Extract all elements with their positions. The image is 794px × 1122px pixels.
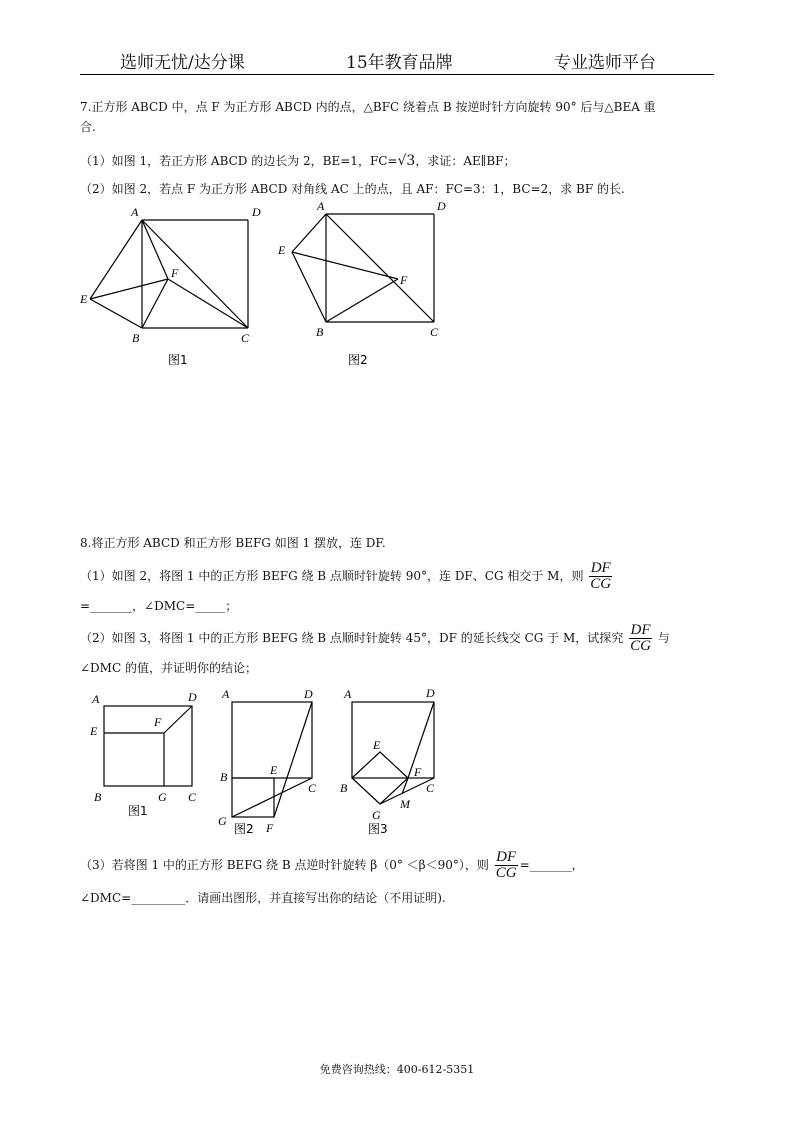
q7-part1-text-a: （1）如图 1，若正方形 ABCD 的边长为 2，BE=1，FC= bbox=[80, 154, 398, 168]
label-C: C bbox=[241, 331, 250, 345]
segment-EB bbox=[90, 299, 142, 328]
q8-figure-1 bbox=[82, 686, 212, 826]
label-C: C bbox=[430, 325, 439, 339]
q7-part1 bbox=[80, 152, 515, 170]
segment-FD bbox=[164, 706, 192, 733]
label-F: F bbox=[266, 821, 274, 835]
label-B: B bbox=[340, 781, 348, 795]
header-right: 专业选师平台 bbox=[554, 53, 656, 73]
q7-figure-2 bbox=[272, 196, 472, 374]
label-E: E bbox=[90, 724, 98, 738]
label-E: E bbox=[278, 243, 286, 257]
fraction-df-over-cg: $\frac{DF}{CG}$ bbox=[630, 622, 651, 654]
q8-part1-line2: =_______，∠DMC=_____； bbox=[80, 599, 238, 613]
page-footer: 免费咨询热线：400-612-5351 bbox=[319, 1063, 475, 1076]
q8-part3-line1 bbox=[80, 847, 584, 883]
q8-part3-text-b: =_______， bbox=[519, 858, 584, 872]
q8-part2-line1 bbox=[80, 620, 670, 656]
segment-FD bbox=[274, 702, 312, 817]
q8-figure-2 bbox=[214, 686, 340, 838]
label-D: D bbox=[437, 199, 446, 213]
header-center: 15年教育品牌 bbox=[346, 53, 453, 73]
label-C: C bbox=[426, 781, 435, 795]
label-F: F bbox=[400, 273, 408, 287]
segment-BF bbox=[326, 279, 398, 322]
label-M: M bbox=[400, 797, 410, 811]
label-D: D bbox=[304, 687, 313, 701]
segment-EF bbox=[292, 252, 398, 279]
label-C: C bbox=[308, 781, 317, 795]
figure-caption: 图1 bbox=[168, 353, 188, 367]
q8-part3-line2: ∠DMC=_________．请画出图形，并直接写出你的结论（不用证明). bbox=[80, 891, 446, 905]
header-left: 选师无忧/达分课 bbox=[120, 53, 245, 73]
q8-part3-text-a: （3）若将图 1 中的正方形 BEFG 绕 B 点逆时针旋转 β（0° ＜β＜90°），则 bbox=[80, 858, 489, 872]
q7-intro-line2: 合. bbox=[80, 120, 96, 134]
label-D: D bbox=[426, 686, 435, 700]
page-header bbox=[80, 48, 714, 75]
figure-caption: 图3 bbox=[368, 822, 388, 836]
fraction-df-over-cg: $\frac{DF}{CG}$ bbox=[495, 849, 517, 881]
q8-figure-3 bbox=[336, 682, 452, 840]
segment-AC bbox=[326, 214, 434, 322]
label-F: F bbox=[154, 715, 162, 729]
label-A: A bbox=[344, 687, 352, 701]
label-G: G bbox=[158, 790, 167, 804]
label-A: A bbox=[131, 205, 139, 219]
segment-AE bbox=[292, 214, 326, 252]
label-C: C bbox=[188, 790, 197, 804]
label-F: F bbox=[171, 266, 179, 280]
label-A: A bbox=[222, 687, 230, 701]
segment-GC bbox=[232, 778, 312, 817]
segment-FC bbox=[168, 279, 248, 328]
label-A: A bbox=[317, 199, 325, 213]
q7-intro-line1: 7.正方形 ABCD 中，点 F 为正方形 ABCD 内的点，△BFC 绕着点 B 按逆时针方向旋转 90° 后与△BEA 重 bbox=[80, 100, 656, 114]
figure-caption: 图1 bbox=[128, 804, 148, 818]
q7-figure-1 bbox=[76, 202, 276, 374]
segment-AF bbox=[142, 220, 168, 279]
label-D: D bbox=[188, 690, 197, 704]
q8-intro: 8.将正方形 ABCD 和正方形 BEFG 如图 1 摆放，连 DF. bbox=[80, 536, 386, 550]
label-A: A bbox=[92, 692, 100, 706]
label-G: G bbox=[372, 808, 381, 822]
figure-caption: 图2 bbox=[234, 822, 254, 836]
figure-caption: 图2 bbox=[348, 353, 368, 367]
q8-part2-text-a: （2）如图 3，将图 1 中的正方形 BEFG 绕 B 点顺时针旋转 45°，DF 的延长线交 CG 于 M，试探究 bbox=[80, 631, 624, 645]
label-E: E bbox=[80, 292, 88, 306]
label-E: E bbox=[270, 763, 278, 777]
segment-AC bbox=[142, 220, 248, 328]
fraction-df-over-cg: $\frac{DF}{CG}$ bbox=[590, 560, 612, 592]
label-E: E bbox=[373, 738, 381, 752]
label-G: G bbox=[218, 814, 227, 828]
q8-part1-line1 bbox=[80, 558, 614, 594]
label-B: B bbox=[316, 325, 324, 339]
label-F: F bbox=[414, 765, 422, 779]
q7-part2: （2）如图 2，若点 F 为正方形 ABCD 对角线 AC 上的点，且 AF：FC=3：1，BC=2，求 BF 的长. bbox=[80, 182, 625, 196]
label-D: D bbox=[252, 205, 261, 219]
q8-part2-text-b: 与 bbox=[657, 631, 670, 645]
segment-EB bbox=[292, 252, 326, 322]
square-BEFG bbox=[232, 778, 274, 817]
q8-part1-text-a: （1）如图 2，将图 1 中的正方形 BEFG 绕 B 点顺时针旋转 90°，连 DF、CG 相交于 M，则 bbox=[80, 569, 584, 583]
q7-part1-text-b: ，求证：AE∥BF； bbox=[415, 154, 516, 168]
q8-part2-line2: ∠DMC 的值，并证明你的结论； bbox=[80, 661, 257, 675]
label-B: B bbox=[220, 770, 228, 784]
label-B: B bbox=[132, 331, 140, 345]
label-B: B bbox=[94, 790, 102, 804]
segment-BF bbox=[142, 279, 168, 328]
q7-part1-sqrt: √3 bbox=[397, 153, 416, 169]
